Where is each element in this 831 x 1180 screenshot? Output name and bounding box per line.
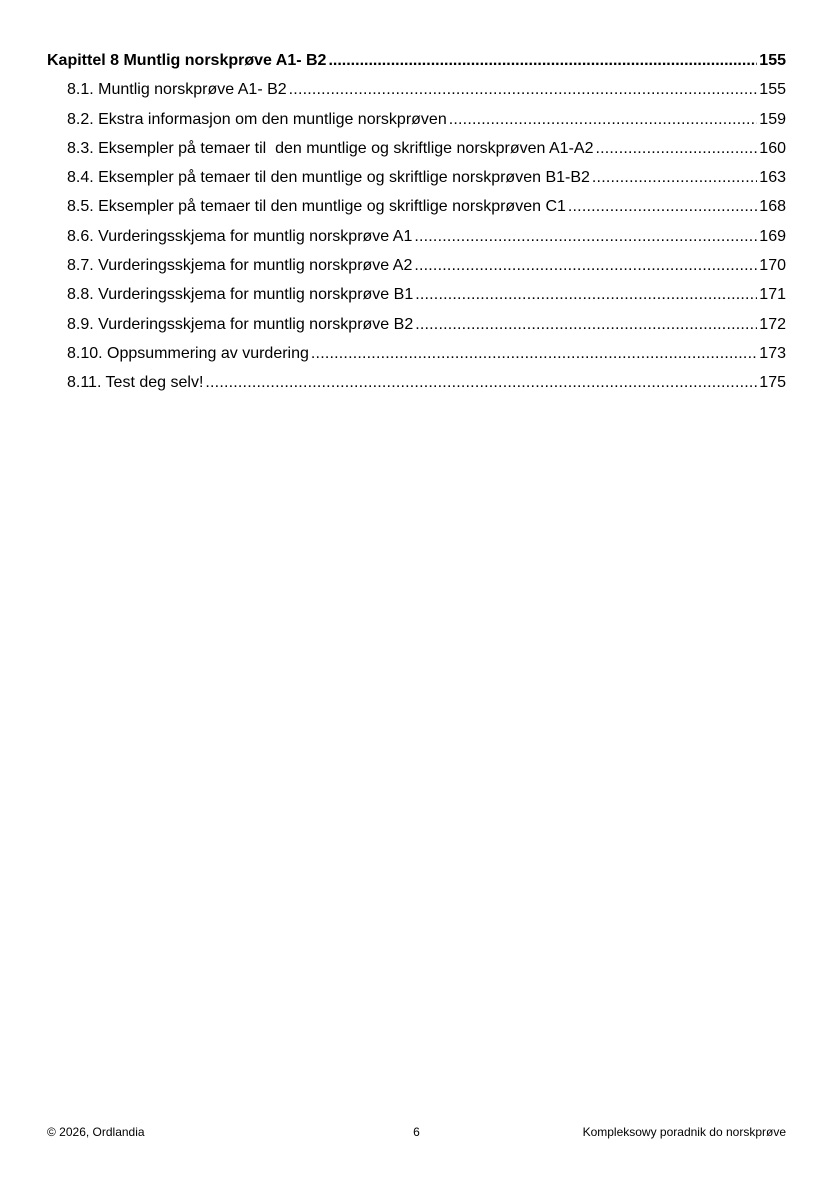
- toc-section-page: 171: [759, 286, 786, 304]
- toc-dot-leader: [592, 163, 757, 192]
- toc-section-entry-8-5[interactable]: [47, 192, 786, 221]
- toc-section-page: 168: [759, 198, 786, 216]
- page-footer: [47, 1123, 786, 1141]
- toc-section-entry-8-10[interactable]: [47, 339, 786, 368]
- footer-copyright: © 2026, Ordlandia: [47, 1125, 145, 1139]
- toc-section-title: 8.3. Eksempler på temaer til den muntlige og skriftlige norskprøven A1-A2: [67, 139, 594, 157]
- toc-section-entry-8-4[interactable]: [47, 163, 786, 192]
- table-of-contents: [47, 46, 786, 398]
- footer-page-number: 6: [413, 1125, 420, 1139]
- toc-section-page: 160: [759, 139, 786, 157]
- toc-section-title: 8.6. Vurderingsskjema for muntlig norskprøve A1: [67, 227, 413, 245]
- toc-section-entry-8-7[interactable]: [47, 251, 786, 280]
- toc-section-title: 8.5. Eksempler på temaer til den muntlige og skriftlige norskprøven C1: [67, 198, 566, 216]
- toc-section-page: 170: [759, 257, 786, 275]
- toc-dot-leader: [328, 46, 757, 75]
- toc-section-title: 8.8. Vurderingsskjema for muntlig norskprøve B1: [67, 286, 414, 304]
- toc-dot-leader: [289, 75, 758, 104]
- toc-section-entry-8-9[interactable]: [47, 310, 786, 339]
- toc-section-entry-8-6[interactable]: [47, 222, 786, 251]
- toc-section-page: 169: [759, 227, 786, 245]
- toc-dot-leader: [414, 251, 757, 280]
- toc-section-entry-8-3[interactable]: [47, 134, 786, 163]
- toc-section-title: 8.4. Eksempler på temaer til den muntlige og skriftlige norskprøven B1-B2: [67, 169, 590, 187]
- toc-section-title: 8.9. Vurderingsskjema for muntlig norskprøve B2: [67, 315, 414, 333]
- toc-section-page: 155: [759, 81, 786, 99]
- toc-dot-leader: [415, 310, 757, 339]
- toc-section-entry-8-8[interactable]: [47, 280, 786, 309]
- toc-section-title: 8.7. Vurderingsskjema for muntlig norskprøve A2: [67, 257, 413, 275]
- toc-section-title: 8.11. Test deg selv!: [67, 374, 204, 392]
- toc-chapter-title: Kapittel 8 Muntlig norskprøve A1- B2: [47, 52, 327, 69]
- toc-section-title: 8.1. Muntlig norskprøve A1- B2: [67, 81, 287, 99]
- toc-dot-leader: [595, 134, 757, 163]
- footer-book-title: Kompleksowy poradnik do norskprøve: [582, 1125, 786, 1139]
- toc-section-entry-8-11[interactable]: [47, 368, 786, 397]
- toc-dot-leader: [568, 192, 757, 221]
- toc-dot-leader: [449, 105, 758, 134]
- toc-section-page: 175: [759, 374, 786, 392]
- toc-chapter-entry[interactable]: [47, 46, 786, 75]
- toc-dot-leader: [205, 368, 757, 397]
- toc-dot-leader: [414, 222, 757, 251]
- toc-dot-leader: [415, 280, 757, 309]
- toc-section-entry-8-2[interactable]: [47, 105, 786, 134]
- toc-section-entry-8-1[interactable]: [47, 75, 786, 104]
- toc-chapter-page: 155: [759, 52, 786, 69]
- toc-section-page: 159: [759, 110, 786, 128]
- toc-section-title: 8.10. Oppsummering av vurdering: [67, 344, 309, 362]
- toc-section-page: 172: [759, 315, 786, 333]
- toc-section-page: 163: [759, 169, 786, 187]
- toc-dot-leader: [311, 339, 757, 368]
- toc-section-title: 8.2. Ekstra informasjon om den muntlige norskprøven: [67, 110, 447, 128]
- toc-section-page: 173: [759, 344, 786, 362]
